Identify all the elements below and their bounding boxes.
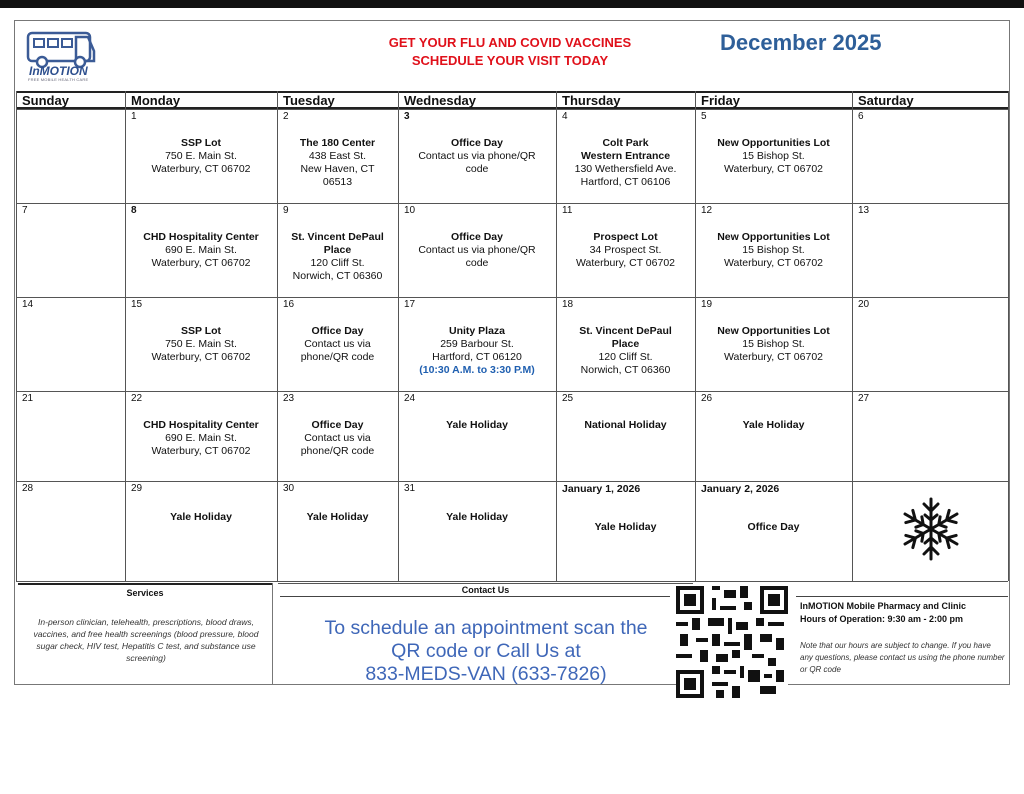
grid-line [1008,91,1009,581]
day-cell [556,109,695,203]
day-event [277,511,398,524]
event-address-line: 130 Wethersfield Ave. [574,163,677,175]
day-event [695,137,852,176]
day-number: 2 [283,111,289,122]
day-header-thursday: Thursday [556,91,695,109]
day-number: 18 [562,299,574,310]
day-cell [398,391,556,481]
day-cell [277,109,398,203]
day-number: 21 [22,393,34,404]
day-number: 8 [131,205,137,216]
day-number: January 1, 2026 [562,483,641,495]
event-address-line: 750 E. Main St. [165,338,237,350]
event-address-line: 120 Cliff St. [598,351,653,363]
month-title: December 2025 [720,30,882,55]
promo-line-1: GET YOUR FLU AND COVID VACCINES [388,35,632,50]
event-title: New Opportunities Lot [717,137,830,149]
event-address-line: Waterbury, CT 06702 [723,351,824,363]
day-cell [125,391,277,481]
event-address-line: Waterbury, CT 06702 [151,163,251,175]
event-title: CHD Hospitality Center [143,419,259,431]
day-number: 24 [404,393,416,404]
event-title: Unity Plaza [448,325,506,337]
contact-cta [300,617,672,686]
info-box [800,600,1005,626]
day-number: 17 [404,299,416,310]
info-title: InMOTION Mobile Pharmacy and Clinic [800,601,967,611]
day-event [556,325,695,377]
cta-line-1: To schedule an appointment scan the [324,617,648,639]
day-event [556,137,695,189]
day-cell [16,481,125,581]
day-cell [556,481,695,581]
brand-tagline: FREE MOBILE HEALTH CARE [28,77,89,82]
cta-phone[interactable]: 833-MEDS-VAN (633-7826) [365,663,607,685]
day-event [695,325,852,364]
day-number: 19 [701,299,713,310]
day-event [398,137,556,176]
event-address-line: 15 Bishop St. [742,338,805,350]
day-cell [695,297,852,391]
day-event [277,419,398,458]
event-title: Yale Holiday [446,419,508,431]
day-number: 14 [22,299,34,310]
day-cell [556,203,695,297]
event-address-line: Norwich, CT 06360 [292,270,383,282]
day-number: 12 [701,205,713,216]
cta-line-2: QR code or Call Us at [391,640,581,662]
event-title: New Opportunities Lot [717,325,830,337]
day-header-tuesday: Tuesday [277,91,398,109]
event-address-line: 15 Bishop St. [742,244,805,256]
event-title: Yale Holiday [446,511,508,523]
day-cell [852,297,1008,391]
day-cell [16,203,125,297]
event-address-line: phone/QR code [300,351,375,363]
day-cell [398,481,556,581]
event-address-line: 34 Prospect St. [589,244,662,256]
event-address-line: 06513 [322,176,353,188]
day-cell [277,297,398,391]
day-number: 10 [404,205,416,216]
event-address-line: code [465,163,489,175]
day-number: 7 [22,205,28,216]
event-address-line: New Haven, CT [300,163,375,175]
day-number: January 2, 2026 [701,483,780,495]
event-address-line: 15 Bishop St. [742,150,805,162]
event-title: St. Vincent DePaul [291,231,384,243]
day-event [695,419,852,432]
day-cell [125,481,277,581]
day-cell [125,203,277,297]
event-address-line: code [465,257,489,269]
info-note: Note that our hours are subject to change. If you have any questions, please contact us using the phone number or QR code [800,641,1005,674]
event-address-line: Waterbury, CT 06702 [151,445,251,457]
event-title: New Opportunities Lot [717,231,830,243]
event-address-line: phone/QR code [300,445,375,457]
event-address-line: Waterbury, CT 06702 [151,257,251,269]
day-header-wednesday: Wednesday [398,91,556,109]
event-title: CHD Hospitality Center [143,231,259,243]
day-number: 30 [283,483,295,494]
day-event [125,137,277,176]
event-address-line: 750 E. Main St. [165,150,237,162]
day-number: 31 [404,483,416,494]
day-event [398,325,556,377]
event-title: Yale Holiday [594,521,657,533]
day-event [125,325,277,364]
day-number: 6 [858,111,864,122]
event-title: Place [323,244,352,256]
day-number: 26 [701,393,713,404]
day-header-monday: Monday [125,91,277,109]
event-title: Office Day [747,521,800,533]
event-title: National Holiday [584,419,667,431]
day-number: 4 [562,111,568,122]
snowflake-icon [898,496,964,562]
event-address-line: 690 E. Main St. [165,432,237,444]
day-cell [277,391,398,481]
day-cell [852,391,1008,481]
event-title: Office Day [311,325,364,337]
day-cell [852,109,1008,203]
event-address-line: 438 East St. [308,150,367,162]
day-event [125,231,277,270]
services-text: In-person clinician, telehealth, prescriptions, blood draws, vaccines, and free health screenings (blood pressure, blood sugar check, HIV test, Hepatitis C test, and substance use screening) [33,617,259,663]
day-number: 29 [131,483,143,494]
day-cell [125,297,277,391]
day-number: 22 [131,393,143,404]
day-event [556,419,695,432]
event-title: SSP Lot [180,325,222,337]
event-address-line: 690 E. Main St. [165,244,237,256]
event-address-line: Waterbury, CT 06702 [723,163,824,175]
day-cell [556,391,695,481]
day-number: 13 [858,205,870,216]
day-number: 9 [283,205,289,216]
contact-title: Contact Us [278,583,693,595]
event-address-line: Contact us via phone/QR [418,150,536,162]
day-cell [695,481,852,581]
event-title: Yale Holiday [170,511,232,523]
day-number: 25 [562,393,574,404]
qr-code-icon[interactable] [676,586,788,698]
event-title: Yale Holiday [306,511,369,523]
day-number: 27 [858,393,870,404]
day-number: 20 [858,299,870,310]
day-cell [398,297,556,391]
event-address-line: Contact us via [304,338,371,350]
day-cell [277,481,398,581]
day-number: 3 [404,111,410,122]
event-address-line: Waterbury, CT 06702 [723,257,824,269]
event-address-line: Hartford, CT 06106 [580,176,671,188]
day-event [125,511,277,524]
day-event [398,511,556,524]
day-cell [16,391,125,481]
event-title: Office Day [311,419,364,431]
day-event [556,521,695,534]
day-header-friday: Friday [695,91,852,109]
event-address-line: Waterbury, CT 06702 [151,351,251,363]
day-event [398,419,556,432]
day-event [695,521,852,534]
event-title: Western Entrance [580,150,671,162]
day-number: 28 [22,483,34,494]
grid-line [16,581,1008,582]
day-cell [16,297,125,391]
event-title: Office Day [451,137,503,149]
day-number: 1 [131,111,137,122]
day-cell [556,297,695,391]
day-cell [398,109,556,203]
day-number: 16 [283,299,295,310]
day-event [398,231,556,270]
day-cell [398,203,556,297]
day-cell [125,109,277,203]
day-number: 5 [701,111,707,122]
day-event [277,325,398,364]
event-title: SSP Lot [180,137,222,149]
top-border [0,0,1024,8]
event-title: Office Day [451,231,503,243]
event-address-line: Contact us via [304,432,371,444]
day-number: 23 [283,393,295,404]
event-title: Place [611,338,640,350]
day-event [556,231,695,270]
day-event [695,231,852,270]
day-cell [16,109,125,203]
divider [796,596,1008,597]
day-cell [277,203,398,297]
day-cell [695,391,852,481]
day-event [277,137,398,189]
day-header-sunday: Sunday [16,91,125,109]
event-address-line: 259 Barbour St. [440,338,514,350]
event-title: The 180 Center [299,137,376,149]
promo-banner [360,34,660,70]
day-cell [695,203,852,297]
day-cell [695,109,852,203]
event-address-line: Contact us via phone/QR [418,244,536,256]
day-cell [852,203,1008,297]
divider [280,596,670,597]
event-title: Colt Park [602,137,649,149]
event-address-line: 120 Cliff St. [310,257,365,269]
brand-name: InMOTION [29,64,88,78]
day-number: 11 [562,205,573,216]
services-title: Services [18,583,272,598]
promo-line-2: SCHEDULE YOUR VISIT TODAY [411,53,609,68]
day-number: 15 [131,299,143,310]
event-title: Yale Holiday [742,419,805,431]
day-event [125,419,277,458]
event-title: Prospect Lot [593,231,658,243]
info-hours: Hours of Operation: 9:30 am - 2:00 pm [800,614,964,624]
event-address-line: Hartford, CT 06120 [432,351,522,363]
event-address-line: Waterbury, CT 06702 [575,257,676,269]
day-event [277,231,398,283]
event-address-line: Norwich, CT 06360 [580,364,671,376]
event-title: St. Vincent DePaul [579,325,672,337]
day-header-saturday: Saturday [852,91,1008,109]
event-hours: (10:30 A.M. to 3:30 P.M) [419,364,535,376]
